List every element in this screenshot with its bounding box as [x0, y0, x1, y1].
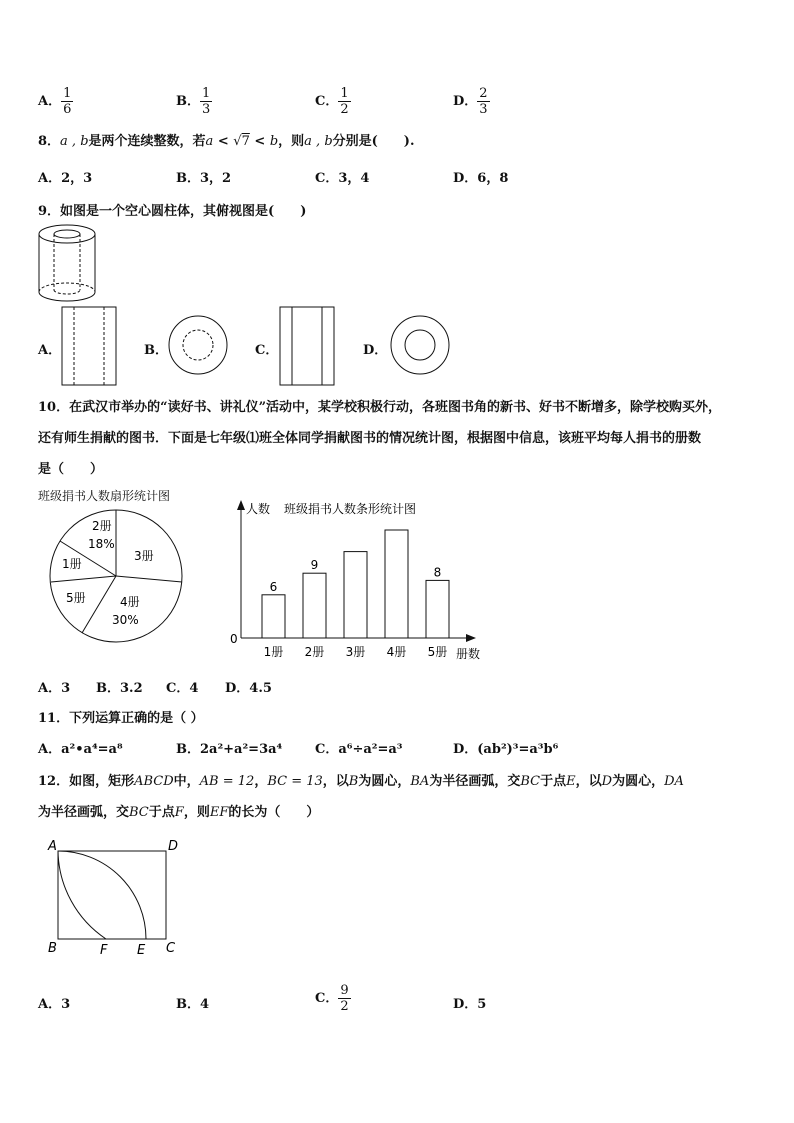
bar-y-arrow	[237, 500, 245, 510]
point-label-e: E	[137, 943, 146, 958]
q10-option-a: A．3	[38, 681, 71, 696]
q10-stem-line3: 是（ ）	[38, 462, 104, 477]
q9-option-b-label: B．	[144, 343, 168, 358]
q9-stem: 9．如图是一个空心圆柱体，其俯视图是( )	[38, 204, 307, 219]
pie-divider-left	[51, 576, 116, 582]
pie-chart	[48, 508, 188, 648]
q10-option-d: D．4.5	[225, 681, 272, 696]
pie-label-3ce: 3册	[134, 549, 154, 563]
pie-divider-right	[116, 576, 182, 582]
q10-stem-line1: 10．在武汉市举办的“读好书、讲礼仪”活动中，某学校积极行动，各班图书角的新书、好书不断增多，除学校购买外，	[38, 400, 722, 415]
point-label-d: D	[168, 839, 179, 854]
arc-from-b	[58, 851, 146, 939]
q11-option-a: A．a²•a⁴=a⁸	[38, 742, 123, 757]
bar-value-label-5: 8	[433, 565, 442, 580]
q7-option-d: D． $\frac{2}{3}$	[453, 86, 488, 117]
q12-option-c: C． $\frac{9}{2}$	[315, 983, 349, 1014]
pie-label-5ce: 5册	[66, 591, 86, 605]
q9-cylinder-figure	[36, 222, 98, 304]
pie-label-4ce: 4册	[120, 595, 140, 609]
bar-1	[262, 595, 285, 638]
pie-label-1ce: 1册	[62, 557, 82, 571]
q8-option-b: B．3，2	[176, 171, 232, 186]
bar-origin-label: 0	[230, 632, 238, 646]
q8-option-d: D．6，8	[453, 171, 509, 186]
point-label-f: F	[100, 943, 108, 958]
q10-stem-line2: 还有师生捐献的图书．下面是七年级⑴班全体同学捐献图书的情况统计图，根据图中信息，该班平均每人捐书的册数	[38, 431, 702, 446]
point-label-b: B	[48, 941, 57, 956]
q8-stem: 8．a , b是两个连续整数，若a < √7 < b，则a , b分别是( ).	[38, 134, 415, 149]
bar-x-label: 册数	[456, 647, 481, 661]
bar-y-label: 人数	[246, 502, 271, 516]
q9-option-a-figure	[60, 305, 120, 387]
bar-2	[303, 573, 326, 638]
q11-option-c: C．a⁶÷a²=a³	[315, 742, 403, 757]
bar-3	[344, 552, 367, 638]
arc-from-d	[58, 851, 106, 939]
bar-category-label-1: 1册	[263, 645, 284, 659]
q12-stem-line1: 12．如图，矩形ABCD中，AB = 12，BC = 13，以B为圆心，BA为半径画弧，交BC于点E，以D为圆心，DA	[38, 774, 684, 789]
bar-category-label-3: 3册	[345, 645, 366, 659]
bar-category-label-2: 2册	[304, 645, 325, 659]
q7-option-a: A． $\frac{1}{6}$	[38, 86, 72, 117]
bar-5	[426, 580, 449, 638]
q7-option-c: C． $\frac{1}{2}$	[315, 86, 349, 117]
q9-option-b-figure	[166, 313, 230, 377]
bar-chart	[224, 498, 494, 666]
q7-option-b: B． $\frac{1}{3}$	[176, 86, 211, 117]
q12-stem-line2: 为半径画弧，交BC于点F，则EF的长为（ ）	[38, 805, 320, 820]
pie-label-4ce-pct: 30%	[112, 613, 139, 627]
q10-option-c: C．4	[166, 681, 199, 696]
q12-option-b: B．4	[176, 997, 210, 1012]
q12-rectangle-figure	[44, 834, 194, 964]
q8-option-c: C．3，4	[315, 171, 370, 186]
q12-option-a: A．3	[38, 997, 71, 1012]
bar-category-label-4: 4册	[386, 645, 407, 659]
q10-option-b: B．3.2	[96, 681, 143, 696]
q9-option-c-figure	[278, 305, 338, 387]
bar-category-label-5: 5册	[427, 645, 448, 659]
q9-option-a-label: A．	[38, 343, 62, 358]
pie-chart-title: 班级捐书人数扇形统计图	[38, 489, 171, 503]
q8-option-a: A．2，3	[38, 171, 93, 186]
rectangle-abcd	[58, 851, 166, 939]
point-label-c: C	[166, 941, 176, 956]
q11-option-b: B．2a²+a²=3a⁴	[176, 742, 283, 757]
q11-stem: 11．下列运算正确的是（ ）	[38, 711, 204, 726]
q12-option-d: D．5	[453, 997, 487, 1012]
q9-option-c-label: C．	[255, 343, 279, 358]
q9-option-d-label: D．	[363, 343, 388, 358]
pie-label-2ce: 2册	[92, 519, 112, 533]
q11-option-d: D．(ab²)³=a³b⁶	[453, 742, 559, 757]
bar-4	[385, 530, 408, 638]
pie-label-2ce-pct: 18%	[88, 537, 115, 551]
q9-option-d-figure	[388, 313, 452, 377]
bar-x-arrow	[466, 634, 476, 642]
bar-value-label-1: 6	[269, 579, 278, 594]
bar-value-label-2: 9	[310, 558, 319, 573]
bar-chart-title: 班级捐书人数条形统计图	[284, 502, 417, 516]
point-label-a: A	[48, 839, 57, 854]
pie-divider-lowerleft	[82, 576, 116, 633]
